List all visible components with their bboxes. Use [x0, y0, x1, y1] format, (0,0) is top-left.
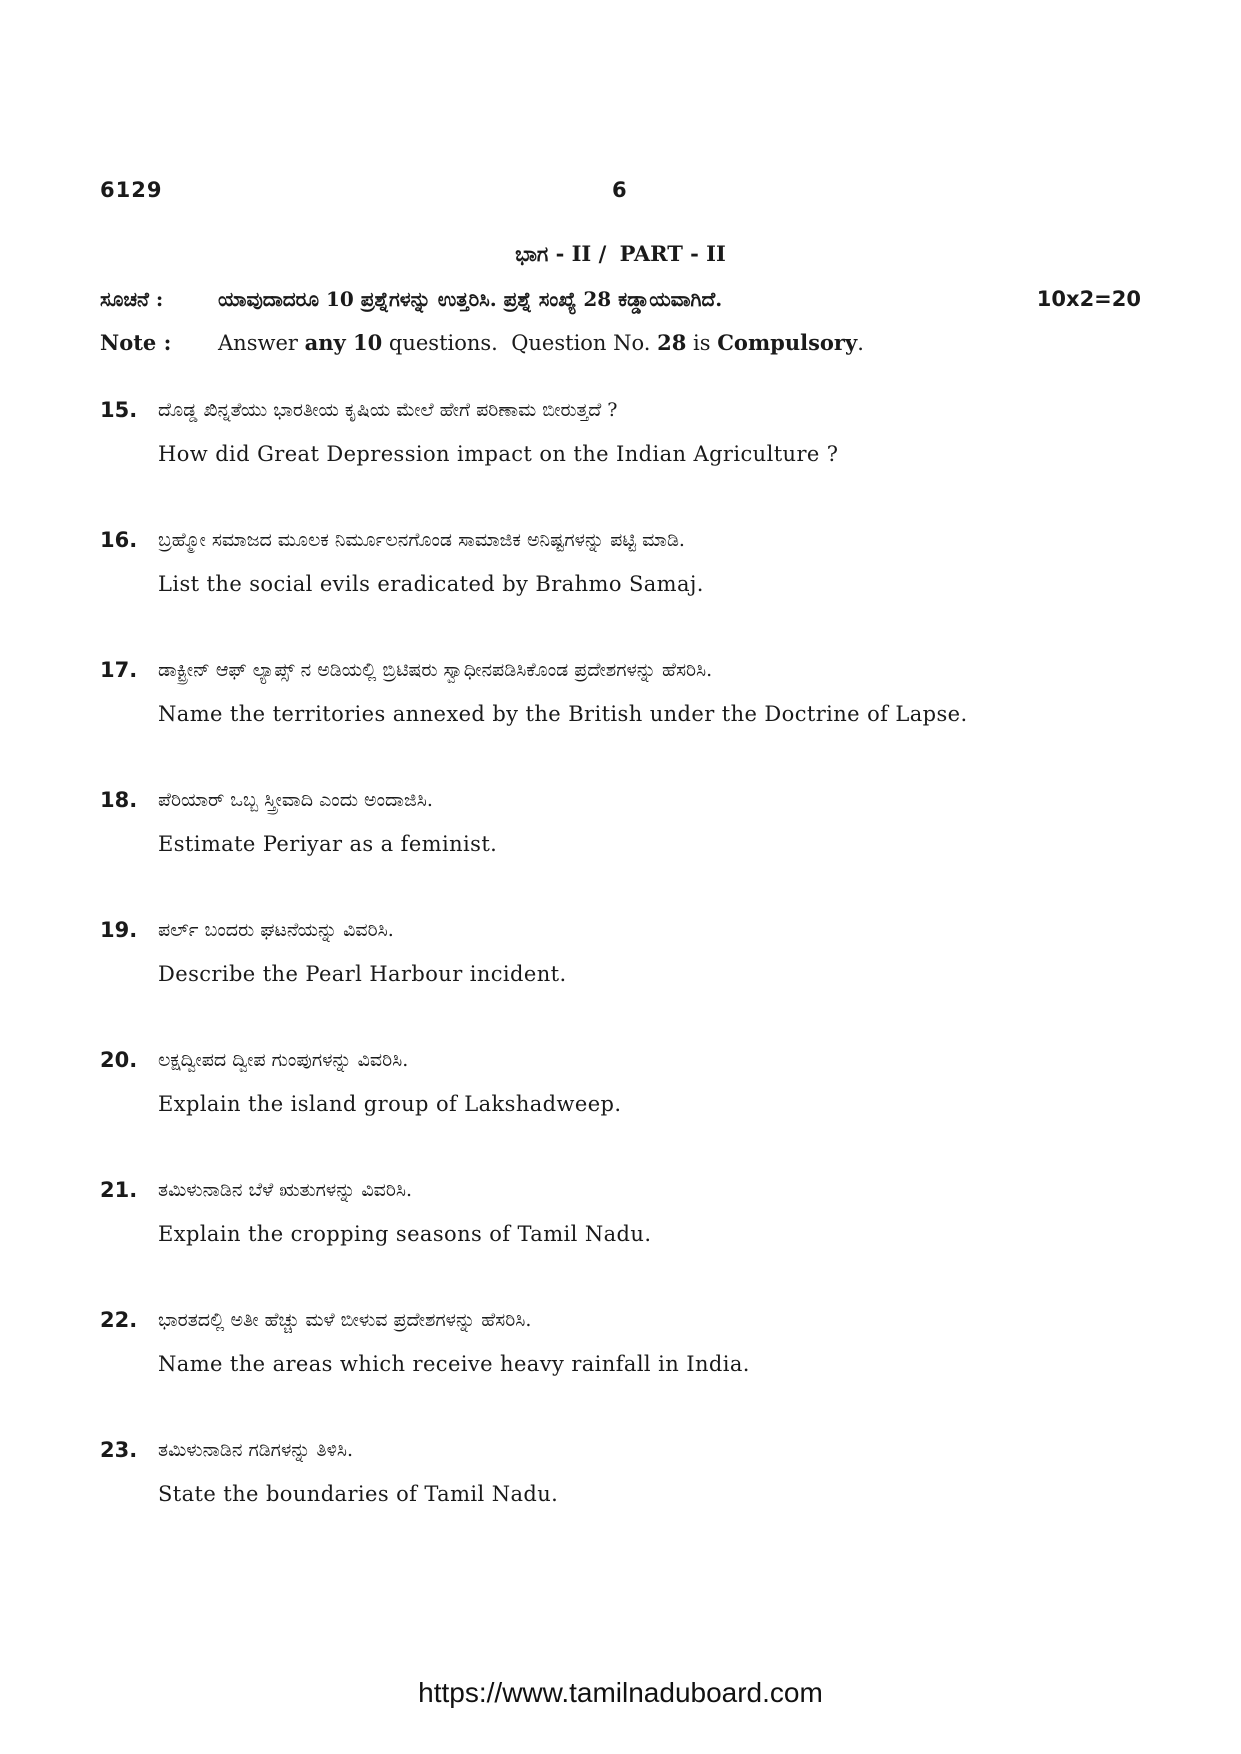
- question-number: 19.: [100, 918, 138, 942]
- question-text-english: Explain the island group of Lakshadweep.: [158, 1092, 622, 1116]
- note-english-label: Note :: [100, 330, 172, 355]
- question-item: [100, 1048, 1140, 1178]
- part-title-kannada: ಭಾಗ - II /: [515, 241, 607, 266]
- note-text-7: .: [857, 331, 864, 355]
- question-number: 22.: [100, 1308, 138, 1332]
- question-number: 15.: [100, 398, 138, 422]
- question-text-kannada: ಡಾಕ್ಟ್ರೀನ್ ಆಫ್ ಲ್ಯಾಪ್ಸ್ ನ ಅಡಿಯಲ್ಲಿ ಬ್ರಿಟಿಷರು ಸ್ವಾಧೀನಪಡಿಸಿಕೊಂಡ ಪ್ರದೇಶಗಳನ್ನು ಹೆಸರಿಸಿ.: [158, 659, 713, 681]
- question-item: [100, 1178, 1140, 1308]
- note-text-compulsory: Compulsory: [717, 330, 858, 355]
- note-english: [100, 330, 864, 355]
- question-number: 21.: [100, 1178, 138, 1202]
- question-item: [100, 658, 1140, 788]
- paper-code: 6129: [100, 178, 163, 202]
- question-item: [100, 918, 1140, 1048]
- question-item: [100, 788, 1140, 918]
- question-text-kannada: ಪರ್ಲ್ ಬಂದರು ಘಟನೆಯನ್ನು ವಿವರಿಸಿ.: [158, 919, 394, 941]
- question-text-english: Name the territories annexed by the British under the Doctrine of Lapse.: [158, 702, 968, 726]
- question-text-english: State the boundaries of Tamil Nadu.: [158, 1482, 559, 1506]
- question-number: 16.: [100, 528, 138, 552]
- note-text-3: questions. Question No.: [382, 331, 658, 355]
- question-text-kannada: ಭಾರತದಲ್ಲಿ ಅತೀ ಹೆಚ್ಚು ಮಳೆ ಬೀಳುವ ಪ್ರದೇಶಗಳನ್ನು ಹೆಸರಿಸಿ.: [158, 1309, 532, 1331]
- question-text-kannada: ತಮಿಳುನಾಡಿನ ಬೆಳೆ ಋತುಗಳನ್ನು ವಿವರಿಸಿ.: [158, 1179, 413, 1201]
- question-text-kannada: ದೊಡ್ಡ ಖಿನ್ನತೆಯು ಭಾರತೀಯ ಕೃಷಿಯ ಮೇಲೆ ಹೇಗೆ ಪರಿಣಾಮ ಬೀರುತ್ತದೆ ?: [158, 399, 618, 421]
- marks-allocation: 10x2=20: [1036, 287, 1141, 311]
- part-title: [0, 241, 1241, 267]
- question-list: [100, 398, 1140, 1568]
- part-title-english: PART - II: [619, 241, 726, 266]
- note-kannada: [100, 287, 722, 311]
- note-text-28: 28: [657, 330, 687, 355]
- question-text-english: How did Great Depression impact on the Indian Agriculture ?: [158, 442, 839, 466]
- question-item: [100, 1438, 1140, 1568]
- question-item: [100, 398, 1140, 528]
- question-text-english: Describe the Pearl Harbour incident.: [158, 962, 567, 986]
- note-kannada-label: ಸೂಚನೆ :: [100, 287, 164, 311]
- question-item: [100, 1308, 1140, 1438]
- question-number: 23.: [100, 1438, 138, 1462]
- question-number: 18.: [100, 788, 138, 812]
- question-number: 20.: [100, 1048, 138, 1072]
- question-text-kannada: ಬ್ರಹ್ಮೋ ಸಮಾಜದ ಮೂಲಕ ನಿರ್ಮೂಲನಗೊಂಡ ಸಾಮಾಜಿಕ ಅನಿಷ್ಟಗಳನ್ನು ಪಟ್ಟಿ ಮಾಡಿ.: [158, 529, 685, 551]
- footer-url-link[interactable]: https://www.tamilnaduboard.com: [418, 1677, 823, 1708]
- question-number: 17.: [100, 658, 138, 682]
- question-text-english: List the social evils eradicated by Brahmo Samaj.: [158, 572, 704, 596]
- question-text-kannada: ತಮಿಳುನಾಡಿನ ಗಡಿಗಳನ್ನು ತಿಳಿಸಿ.: [158, 1439, 354, 1461]
- note-kannada-text: ಯಾವುದಾದರೂ 10 ಪ್ರಶ್ನೆಗಳನ್ನು ಉತ್ತರಿಸಿ. ಪ್ರಶ್ನೆ ಸಂಖ್ಯೆ 28 ಕಡ್ಡಾಯವಾಗಿದೆ.: [218, 287, 723, 311]
- question-item: [100, 528, 1140, 658]
- question-text-english: Estimate Periyar as a feminist.: [158, 832, 498, 856]
- page-number: 6: [612, 178, 627, 202]
- question-text-kannada: ಲಕ್ಷದ್ವೀಪದ ದ್ವೀಪ ಗುಂಪುಗಳನ್ನು ವಿವರಿಸಿ.: [158, 1049, 409, 1071]
- note-text-5: is: [686, 331, 718, 355]
- question-text-english: Name the areas which receive heavy rainfall in India.: [158, 1352, 750, 1376]
- question-text-english: Explain the cropping seasons of Tamil Nadu.: [158, 1222, 652, 1246]
- note-text-1: Answer: [218, 331, 305, 355]
- question-text-kannada: ಪೆರಿಯಾರ್ ಒಬ್ಬ ಸ್ತ್ರೀವಾದಿ ಎಂದು ಅಂದಾಜಿಸಿ.: [158, 789, 433, 811]
- note-text-any10: any 10: [304, 330, 383, 355]
